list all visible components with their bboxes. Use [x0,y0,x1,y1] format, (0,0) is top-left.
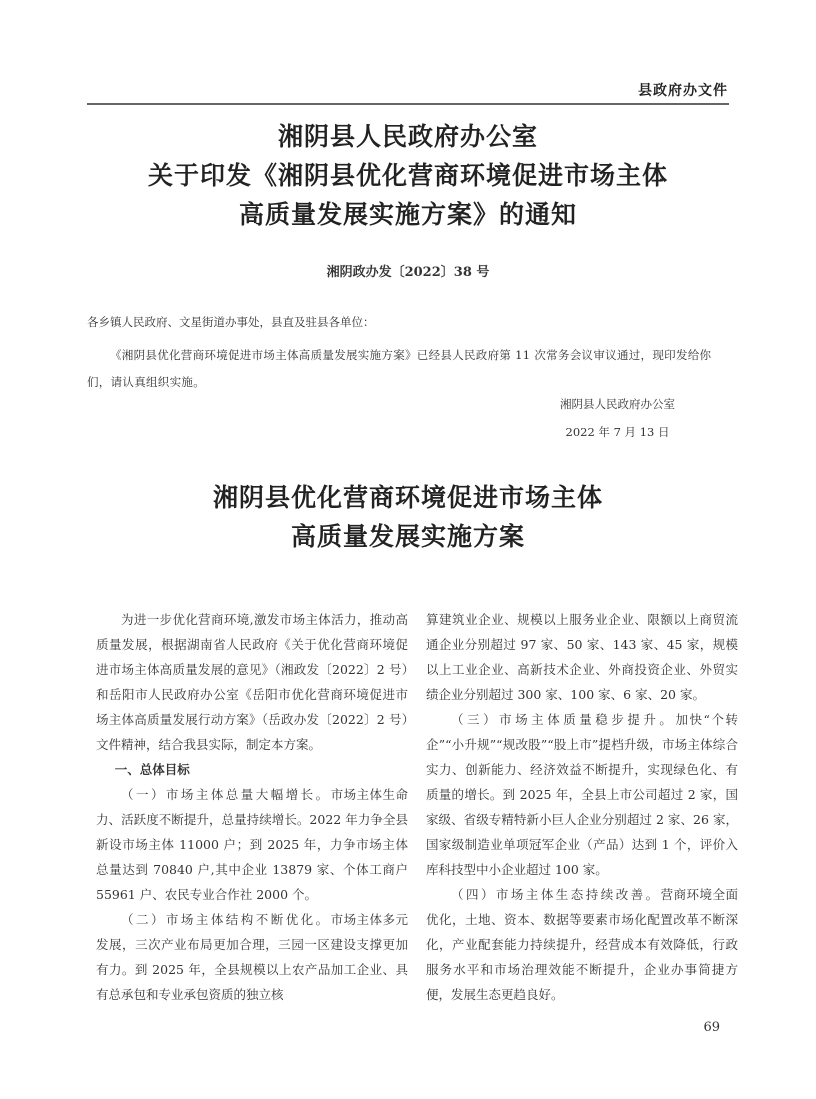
notice-body: 《湘阴县优化营商环境促进市场主体高质量发展实施方案》已经县人民政府第 11 次常务会议审议通过，现印发给你们，请认真组织实施。 [87,348,712,389]
page-number: 69 [703,1020,720,1035]
plan-title [0,478,816,556]
plan-intro: 为进一步优化营商环境,激发市场主体活力，推动高质量发展，根据湖南省人民政府《关于优化营商环境促进市场主体高质量发展的意见》（湘政发〔2022〕2 号）和岳阳市人民政府办公室《岳阳市优化营商环境促进市场主体高质量发展行动方案》（岳政办发〔2022〕2 号）文件精神，结合我县实际，制定本方案。 [96,612,408,752]
goal-item-2 [96,907,408,1007]
goal-item-3 [426,707,738,882]
goal-item-heading: （一）市场主体总量大幅增长。 [121,787,331,802]
body-column-left [96,607,408,1007]
goal-item-1 [96,782,408,907]
header-divider [87,103,729,105]
goal-item-text: 加快“个转企”“小升规”“规改股”“股上市”提档升级，市场主体综合实力、创新能力、经济效益不断提升，实现绿色化、有质量的增长。到 2025 年，全县上市公司超过 2 家，国家级、省级专精特新小巨人企业分别超过 2 家、26 家，国家级制造业单项冠军企业（产品）达到 1 个，评价入库科技型中小企业超过 100 家。 [426,712,738,877]
goal-item-text: 营商环境全面优化，土地、资本、数据等要素市场化配置改革不断深化，产业配套能力持续提升，经营成本有效降低，行政服务水平和市场治理效能不断提升，企业办事简捷方便，发展生态更趋良好。 [426,887,738,1002]
notice-title [0,117,816,234]
signature-block [560,390,675,446]
signature-date: 2022 年 7 月 13 日 [565,425,670,439]
signature-org: 湘阴县人民政府办公室 [560,397,675,411]
goal-item-text: 市场主体生命力、活跃度不断提升，总量持续增长。2022 年力争全县新设市场主体 11000 户；到 2025 年，力争市场主体总量达到 70840 户,其中企业 13879 家、个体工商户 55961 户、农民专业合作社 2000 个。 [96,787,408,902]
section-heading: 一、总体目标 [114,762,190,777]
goal-item-2-continued: 算建筑业企业、规模以上服务业企业、限额以上商贸流通企业分别超过 97 家、50 家、143 家、45 家，规模以上工业企业、高新技术企业、外商投资企业、外贸实绩企业分别超过 300 家、100 家、6 家、20 家。 [426,612,738,702]
goal-item-text: 市场主体多元发展，三次产业布局更加合理，三园一区建设支撑更加有力。到 2025 年，全县规模以上农产品加工企业、具有总承包和专业承包资质的独立核 [96,912,408,1002]
goal-item-heading: （四）市场主体生态持续改善。 [451,887,661,902]
notice-title-line: 高质量发展实施方案》的通知 [238,200,577,229]
notice-title-line: 关于印发《湘阴县优化营商环境促进市场主体 [147,161,668,190]
section-header-label: 县政府办文件 [638,83,728,99]
goal-item-heading: （二）市场主体结构不断优化。 [121,912,331,927]
plan-title-line: 湘阴县优化营商环境促进市场主体 [212,483,603,512]
plan-title-line: 高质量发展实施方案 [290,522,525,551]
body-column-right [426,607,738,1007]
goal-item-heading: （三）市场主体质量稳步提升。 [451,712,676,727]
document-number: 湘阴政办发〔2022〕38 号 [326,265,490,280]
goal-item-4 [426,882,738,1007]
notice-title-line: 湘阴县人民政府办公室 [277,122,538,151]
addressee: 各乡镇人民政府、文星街道办事处，县直及驻县各单位： [87,315,375,329]
